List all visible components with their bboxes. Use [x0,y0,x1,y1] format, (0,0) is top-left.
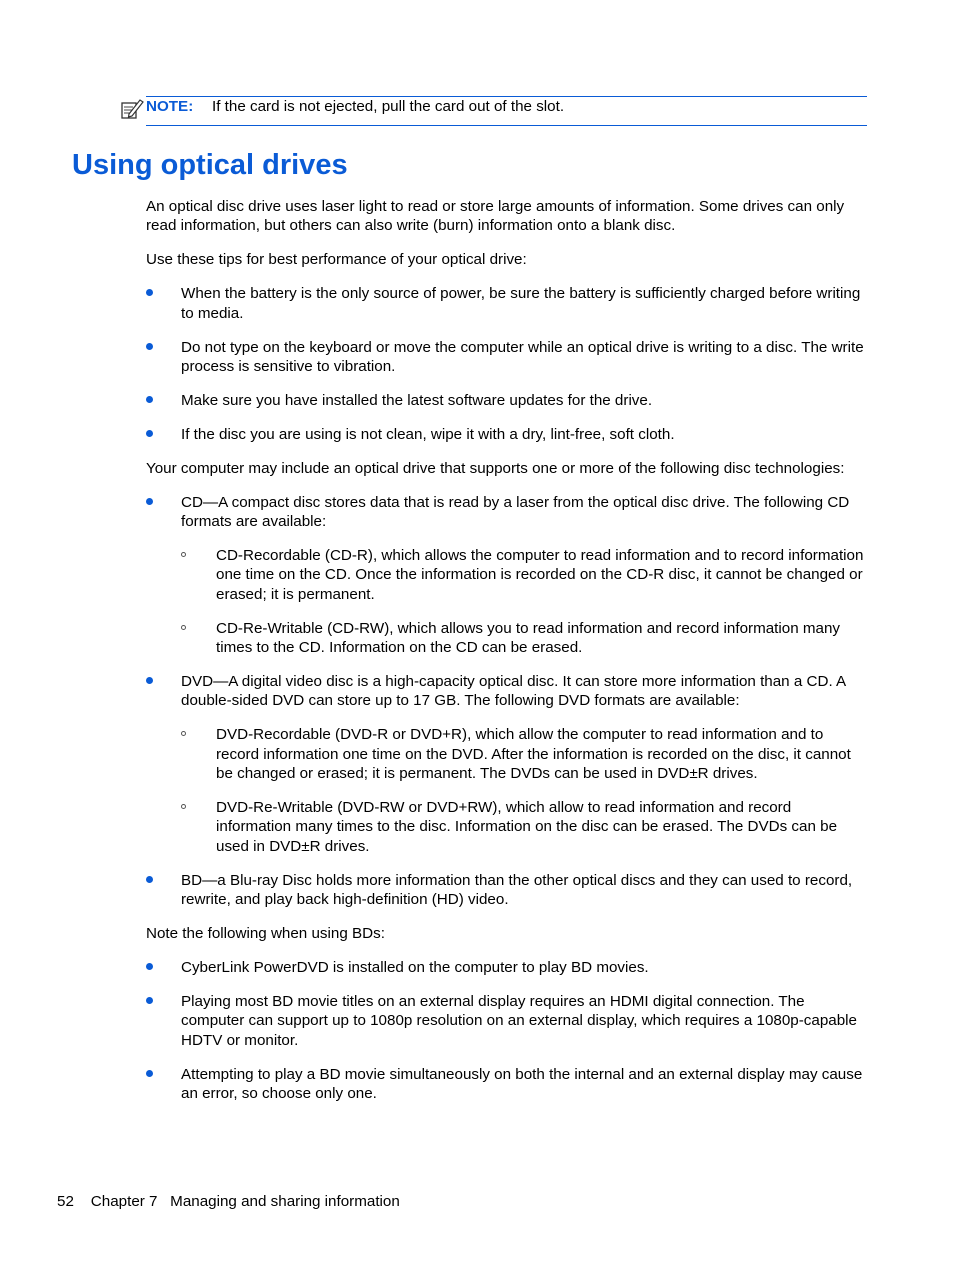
technologies-list [146,493,868,910]
main-content [146,197,868,1118]
bd-intro: Note the following when using BDs: [146,924,385,942]
chapter-number: Chapter 7 [90,1193,158,1210]
chapter-title: Managing and sharing information [170,1193,400,1210]
list-item-cd: CD—A compact disc stores data that is read by a laser from the optical disc drive. The following CD formats are available: CD-Recordable (CD-R), which allows the computer to read information and to record information one time on the CD. Once the information is recorded on the CD-R disc, it cannot be changed or erased; it is permanent. CD-Re-Writable (CD-RW), which allows you to read information and record information many times to the CD. Information on the CD can be erased. [146,493,868,658]
sub-bullet-icon [181,804,186,809]
list-item: CD-Re-Writable (CD-RW), which allows you to read information and record information many times to the CD. Information on the CD can be erased. [181,619,868,658]
bullet-icon [146,289,153,296]
page-number: 52 [57,1193,74,1210]
tips-list [146,284,868,444]
bullet-icon [146,677,153,684]
sub-bullet-icon [181,731,186,736]
intro-paragraph: An optical disc drive uses laser light to read or store large amounts of information. Some drives can only read information, but others can also write (burn) information onto a blank disc. [146,198,845,235]
list-item: When the battery is the only source of power, be sure the battery is sufficiently charged before writing to media. [146,284,868,323]
bullet-icon [146,876,153,883]
note-box [146,96,867,126]
bullet-icon [146,343,153,350]
sub-bullet-icon [181,552,186,557]
list-item: DVD-Recordable (DVD-R or DVD+R), which allow the computer to read information and to record information one time on the DVD. After the information is recorded on the disc, it cannot be changed or erased; it is permanent. The DVDs can be used in DVD±R drives. [181,725,868,783]
list-item: DVD-Re-Writable (DVD-RW or DVD+RW), which allow to read information and record information many times to the disc. Information on the disc can be erased. The DVDs can be used in DVD±R drives. [181,798,868,856]
dvd-formats-list [181,725,868,856]
list-item: If the disc you are using is not clean, wipe it with a dry, lint-free, soft cloth. [146,425,868,444]
cd-formats-list [181,546,868,658]
bullet-icon [146,1070,153,1077]
technologies-intro: Your computer may include an optical drive that supports one or more of the following disc technologies: [146,459,845,477]
sub-bullet-icon [181,625,186,630]
note-label: NOTE: [146,98,194,115]
page-footer [57,1192,400,1211]
note-text: If the card is not ejected, pull the card out of the slot. [212,98,565,115]
note-pencil-icon [120,97,144,121]
list-item: Attempting to play a BD movie simultaneously on both the internal and an external display may cause an error, so choose only one. [146,1065,868,1104]
list-item: CyberLink PowerDVD is installed on the computer to play BD movies. [146,958,868,977]
bullet-icon [146,963,153,970]
bullet-icon [146,430,153,437]
list-item: Do not type on the keyboard or move the computer while an optical drive is writing to a disc. The write process is sensitive to vibration. [146,338,868,377]
section-heading: Using optical drives [72,149,348,181]
bd-notes-list [146,958,868,1103]
bullet-icon [146,498,153,505]
list-item-dvd: DVD—A digital video disc is a high-capacity optical disc. It can store more information than a CD. A double-sided DVD can store up to 17 GB. The following DVD formats are available: DVD-Recordable (DVD-R or DVD+R), which allow the computer to read information and to record information one time on the DVD. After the information is recorded on the disc, it cannot be changed or erased; it is permanent. The DVDs can be used in DVD±R drives. DVD-Re-Writable (DVD-RW or DVD+RW), which allow to read information and record information many times to the disc. Information on the disc can be erased. The DVDs can be used in DVD±R drives. [146,672,868,856]
list-item: Make sure you have installed the latest software updates for the drive. [146,391,868,410]
list-item: CD-Recordable (CD-R), which allows the computer to read information and to record information one time on the CD. Once the information is recorded on the CD-R disc, it cannot be changed or erased; it is permanent. [181,546,868,604]
list-item-bd: BD—a Blu-ray Disc holds more information than the other optical discs and they can used to record, rewrite, and play back high-definition (HD) video. [146,871,868,910]
bullet-icon [146,396,153,403]
bullet-icon [146,997,153,1004]
tips-intro: Use these tips for best performance of your optical drive: [146,251,527,269]
list-item: Playing most BD movie titles on an external display requires an HDMI digital connection. The computer can support up to 1080p resolution on an external display, which requires a 1080p-capable HDTV or monitor. [146,992,868,1050]
